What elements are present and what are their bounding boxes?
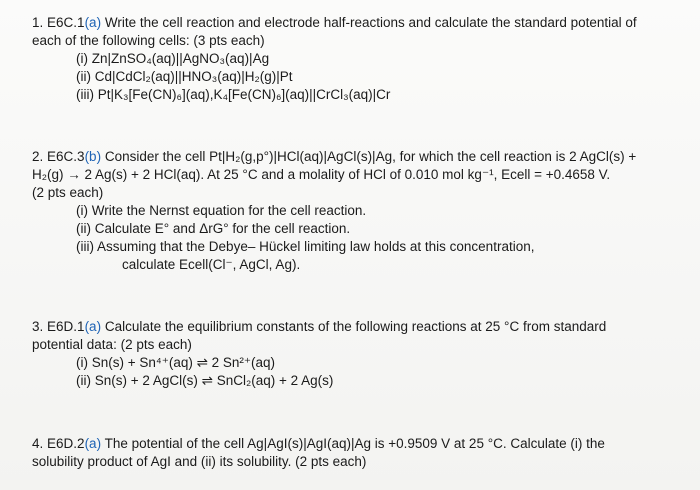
question-text: Write the cell reaction and electrode half-reactions and calculate the standard potential of [104, 15, 637, 30]
question-code: E6C.1(a) [47, 15, 102, 30]
question-code: E6C.3(b) [47, 149, 102, 164]
question-number: 2. [32, 149, 44, 164]
question-item: (i) Sn(s) + Sn⁴⁺(aq) ⇌ 2 Sn²⁺(aq) [76, 355, 276, 370]
question-text: The potential of the cell Ag|AgI(s)|AgI(aq)|Ag is +0.9509 V at 25 °C. Calculate (i) the [104, 436, 605, 451]
question-item: calculate Ecell(Cl⁻, AgCl, Ag). [122, 257, 301, 272]
question-text: each of the following cells: (3 pts each) [32, 33, 265, 48]
question-1-line1 [32, 14, 676, 32]
question-item: (iii) Pt|K₃[Fe(CN)₆](aq),K₄[Fe(CN)₆](aq)||CrCl₃(aq)|Cr [76, 87, 391, 102]
question-item: (ii) Sn(s) + 2 AgCl(s) ⇌ SnCl₂(aq) + 2 Ag(s) [76, 373, 334, 388]
question-item: (ii) Calculate E° and ΔrG° for the cell reaction. [76, 221, 351, 236]
question-number: 1. [32, 15, 44, 30]
question-text: H₂(g) → 2 Ag(s) + 2 HCl(aq). At 25 °C and a molality of HCl of 0.010 mol kg⁻¹, Ecell = +0.4658 V. [32, 167, 611, 182]
question-3-line1 [32, 318, 676, 336]
question-number: 4. [32, 436, 44, 451]
question-text: (2 pts each) [32, 185, 104, 200]
question-3 [32, 318, 676, 390]
question-code: E6D.2(a) [47, 436, 102, 451]
question-text: potential data: (2 pts each) [32, 337, 192, 352]
question-item: (iii) Assuming that the Debye– Hückel limiting law holds at this concentration, [76, 239, 535, 254]
question-4-line1 [32, 435, 676, 453]
question-number: 3. [32, 319, 44, 334]
question-1 [32, 14, 676, 104]
question-item: (i) Write the Nernst equation for the cell reaction. [76, 203, 367, 218]
question-text: solubility product of AgI and (ii) its solubility. (2 pts each) [32, 454, 367, 469]
question-text: Calculate the equilibrium constants of the following reactions at 25 °C from standard [104, 319, 607, 334]
question-text: Consider the cell Pt|H₂(g,p°)|HCl(aq)|AgCl(s)|Ag, for which the cell reaction is 2 AgCl(s) + [104, 149, 637, 164]
question-item: (i) Zn|ZnSO₄(aq)||AgNO₃(aq)|Ag [76, 51, 270, 66]
question-2 [32, 148, 676, 274]
question-code: E6D.1(a) [47, 319, 102, 334]
question-item: (ii) Cd|CdCl₂(aq)||HNO₃(aq)|H₂(g)|Pt [76, 69, 293, 84]
question-4 [32, 435, 676, 471]
question-2-line1 [32, 148, 676, 166]
